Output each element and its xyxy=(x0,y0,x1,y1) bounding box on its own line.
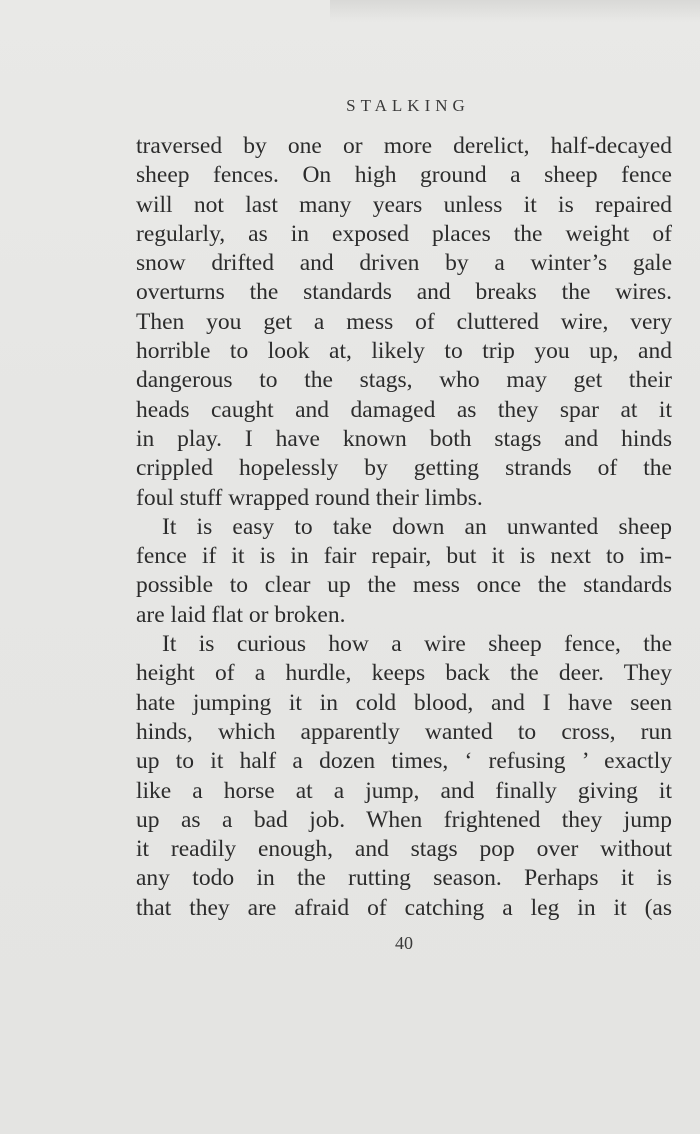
text-line: regularly, as in exposed places the weight of xyxy=(136,220,672,247)
text-line: any todo in the rutting season. Perhaps it is xyxy=(136,865,672,892)
page-number: 40 xyxy=(395,933,413,953)
text-line: overturns the standards and breaks the wires. xyxy=(136,279,672,306)
paragraph-first-line: It is easy to take down an unwanted sheep xyxy=(162,513,672,540)
running-head: STALKING xyxy=(346,96,470,115)
text-line: hinds, which apparently wanted to cross, run xyxy=(136,718,672,745)
body-text xyxy=(136,132,672,923)
text-line: traversed by one or more derelict, half-decayed xyxy=(136,133,672,159)
paragraph-first-line: It is curious how a wire sheep fence, the xyxy=(162,631,672,658)
text-line: up as a bad job. When frightened they jump xyxy=(136,806,672,833)
text-line: possible to clear up the mess once the standards xyxy=(136,572,672,599)
text-line: it readily enough, and stags pop over without xyxy=(136,836,672,863)
text-line: like a horse at a jump, and finally giving it xyxy=(136,777,672,804)
text-line: in play. I have known both stags and hinds xyxy=(136,425,672,452)
text-line: crippled hopelessly by getting strands of the xyxy=(136,455,672,482)
text-line: fence if it is in fair repair, but it is next to im- xyxy=(136,543,672,570)
text-line: are laid flat or broken. xyxy=(136,601,346,628)
show-through-shadow xyxy=(330,0,700,22)
text-line: hate jumping it in cold blood, and I have seen xyxy=(136,689,672,716)
text-line: horrible to look at, likely to trip you up, and xyxy=(136,338,672,365)
text-line: dangerous to the stags, who may get their xyxy=(136,367,672,394)
text-line: that they are afraid of catching a leg in it (as xyxy=(136,894,672,921)
text-line: Then you get a mess of cluttered wire, very xyxy=(136,308,672,335)
text-line: snow drifted and driven by a winter’s gale xyxy=(136,250,672,277)
text-line: foul stuff wrapped round their limbs. xyxy=(136,484,483,511)
text-line: sheep fences. On high ground a sheep fence xyxy=(136,162,672,189)
text-line: will not last many years unless it is repaired xyxy=(136,191,672,218)
text-line: height of a hurdle, keeps back the deer. They xyxy=(136,660,672,687)
text-line: heads caught and damaged as they spar at it xyxy=(136,396,672,423)
text-line: up to it half a dozen times, ‘ refusing ’ exactly xyxy=(136,748,672,775)
